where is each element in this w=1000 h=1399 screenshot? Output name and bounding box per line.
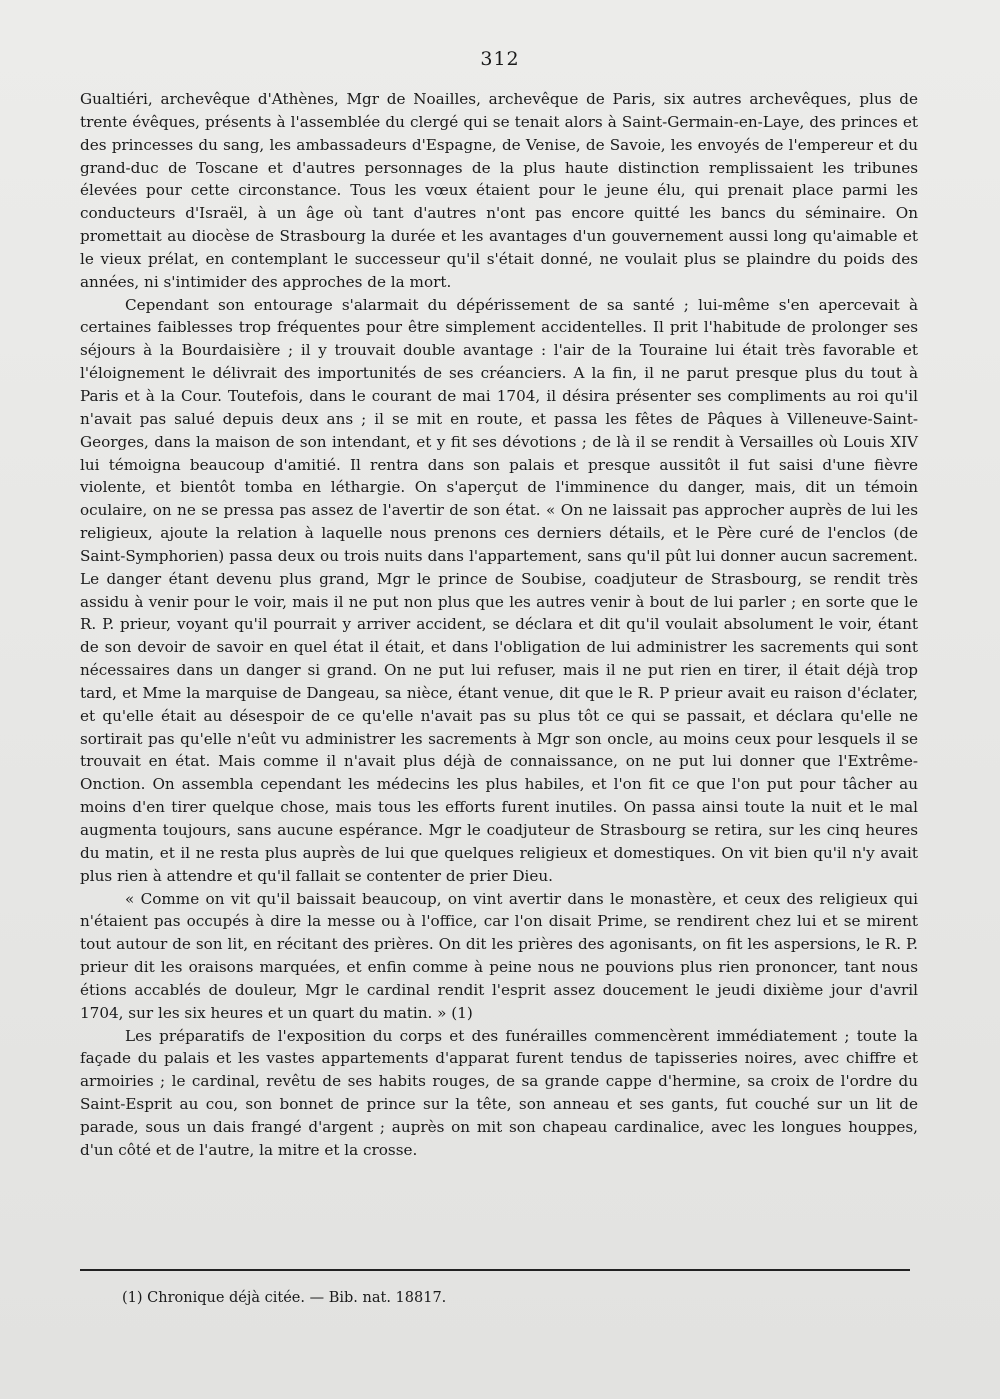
footnote: (1) Chronique déjà citée. — Bib. nat. 18817. [122, 1290, 447, 1306]
paragraph-1: Gualtiéri, archevêque d'Athènes, Mgr de Noailles, archevêque de Paris, six autres archevêques, plus de trente évêques, présents à l'assemblée du clergé qui se tenait alors à Saint-Germain-en-Laye, des princes et des princesses du sang, les ambassadeurs d'Espagne, de Venise, de Savoie, les envoyés de l'empereur et du grand-duc de Toscane et d'autres personnages de la plus haute distinction remplissaient les tribunes élevées pour cette circonstance. Tous les vœux étaient pour le jeune élu, qui prenait place parmi les conducteurs d'Israël, à un âge où tant d'autres n'ont pas encore quitté les bancs du séminaire. On promettait au diocèse de Strasbourg la durée et les avantages d'un gouvernement aussi long qu'aimable et le vieux prélat, en contemplant le successeur qu'il s'était donné, ne voulait plus se plaindre du poids des années, ni s'intimider des approches de la mort. [80, 90, 918, 291]
paragraph-4: Les préparatifs de l'exposition du corps et des funérailles commencèrent immédiatement ; toute la façade du palais et les vastes appartements d'apparat furent tendus de tapisseries noires, avec chiffre et armoiries ; le cardinal, revêtu de ses habits rouges, de sa grande cappe d'hermine, sa croix de l'ordre du Saint-Esprit au cou, son bonnet de prince sur la tête, son anneau et ses gants, fut couché sur un lit de parade, sous un dais frangé d'argent ; auprès on mit son chapeau cardinalice, avec les longues houppes, d'un côté et de l'autre, la mitre et la crosse. [80, 1026, 918, 1159]
paragraph-2: Cependant son entourage s'alarmait du dépérissement de sa santé ; lui-même s'en apercevait à certaines faiblesses trop fréquentes pour être simplement accidentelles. Il prit l'habitude de prolonger ses séjours à la Bourdaisière ; il y trouvait double avantage : l'air de la Touraine lui était très favorable et l'éloignement le délivrait des importunités de ses créanciers. A la fin, il ne parut presque plus du tout à Paris et à la Cour. Toutefois, dans le courant de mai 1704, il désira présenter ses compliments au roi qu'il n'avait pas salué depuis deux ans ; il se mit en route, et passa les fêtes de Pâques à Villeneuve-Saint-Georges, dans la maison de son intendant, et y fit ses dévotions ; de là il se rendit à Versailles où Louis XIV lui témoigna beaucoup d'amitié. Il rentra dans son palais et presque aussitôt il fut saisi d'une fièvre violente, et bientôt tomba en léthargie. On s'aperçut de l'imminence du danger, mais, dit un témoin oculaire, on ne se pressa pas assez de l'avertir de son état. « On ne laissait pas approcher auprès de lui les religieux, ajoute la relation à laquelle nous prenons ces derniers détails, et le Père curé de l'enclos (de Saint-Symphorien) passa deux ou trois nuits dans l'appartement, sans qu'il pût lui donner aucun sacrement. Le danger étant devenu plus grand, Mgr le prince de Soubise, coadjuteur de Strasbourg, se rendit très assidu à venir pour le voir, mais il ne put non plus que les autres venir à bout de lui parler ; en sorte que le R. P. prieur, voyant qu'il pourrait y arriver accident, se déclara et dit qu'il voulait absolument le voir, étant de son devoir de savoir en quel état il était, et dans l'obligation de lui administrer les sacrements qui sont nécessaires dans un danger si grand. On ne put lui refuser, mais il ne put rien en tirer, il était déjà trop tard, et Mme la marquise de Dangeau, sa nièce, étant venue, dit que le R. P prieur avait eu raison d'éclater, et qu'elle était au désespoir de ce qu'elle n'avait pas su plus tôt ce qui se passait, et déclara qu'elle ne sortirait pas qu'elle n'eût vu administrer les sacrements à Mgr son oncle, au moins ceux pour lesquels il se trouvait en état. Mais comme il n'avait plus déjà de connaissance, on ne put lui donner que l'Extrême-Onction. On assembla cependant les médecins les plus habiles, et l'on fit ce que l'on put pour tâcher au moins d'en tirer quelque chose, mais tous les efforts furent inutiles. On passa ainsi toute la nuit et le mal augmenta toujours, sans aucune espérance. Mgr le coadjuteur de Strasbourg se retira, sur les cinq heures du matin, et il ne resta plus auprès de lui que quelques religieux et domestiques. On vit bien qu'il n'y avait plus rien à attendre et qu'il fallait se contenter de prier Dieu. [80, 295, 918, 885]
footnote-rule [80, 1269, 910, 1271]
paragraph-3: « Comme on vit qu'il baissait beaucoup, on vint avertir dans le monastère, et ceux des religieux qui n'étaient pas occupés à dire la messe ou à l'office, car l'on disait Prime, se rendirent chez lui et se mirent tout autour de son lit, en récitant des prières. On dit les prières des agonisants, on fit les aspersions, le R. P. prieur dit les oraisons marquées, et enfin comme à peine nous ne pouvions plus rien prononcer, tant nous étions accablés de douleur, Mgr le cardinal rendit l'esprit assez doucement le jeudi dixième jour d'avril 1704, sur les six heures et un quart du matin. » (1) [80, 889, 918, 1022]
body-text [80, 88, 918, 1162]
page-number: 312 [480, 48, 520, 70]
